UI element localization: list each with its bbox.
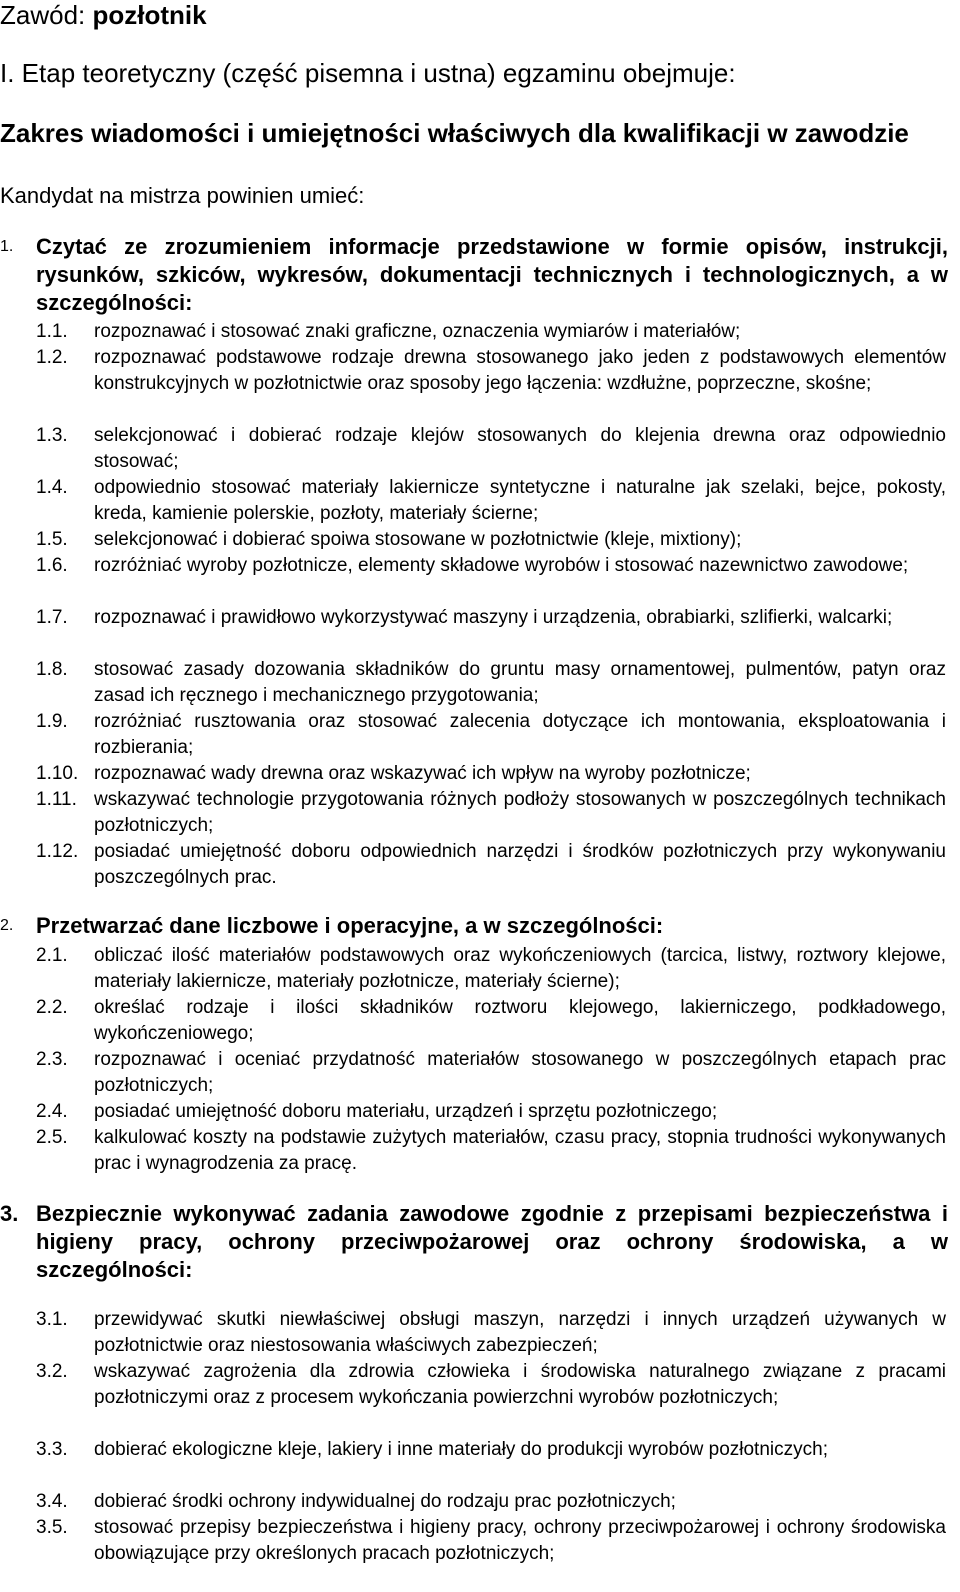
item-number: 1.7. (36, 607, 68, 628)
item-text: stosować zasady dozowania składników do gruntu masy ornamentowej, pulmentów, patyn oraz zasad ich ręcznego i mechanicznego przygotowania; (94, 659, 946, 706)
item-number: 1.10. (36, 763, 79, 784)
section-number: 3. (0, 1201, 19, 1226)
item-number: 1.12. (36, 841, 79, 862)
item-number: 3.1. (36, 1309, 68, 1330)
item-number: 1.5. (36, 529, 68, 550)
item-number: 2.1. (36, 945, 68, 966)
occupation-value: pozłotnik (92, 0, 207, 30)
item-number: 1.11. (36, 789, 77, 810)
item-text: rozpoznawać i prawidłowo wykorzystywać maszyny i urządzenia, obrabiarki, szlifierki, walcarki; (94, 607, 893, 628)
section-number: 2. (0, 917, 14, 934)
item-text: rozróżniać wyroby pozłotnicze, elementy składowe wyrobów i stosować nazewnictwo zawodowe; (94, 555, 909, 576)
item-text: stosować przepisy bezpieczeństwa i higieny pracy, ochrony przeciwpożarowej i ochrony środowiska obowiązujące przy określonych pracach pozłotniczych; (94, 1517, 946, 1564)
section-title: Czytać ze zrozumieniem informacje przedstawione w formie opisów, instrukcji, rysunków, szkiców, wykresów, dokumentacji technicznych i technologicznych, a w szczególności: (36, 234, 948, 315)
item-text: posiadać umiejętność doboru odpowiednich narzędzi i środków pozłotniczych przy wykonywaniu poszczególnych prac. (94, 841, 946, 888)
item-number: 1.3. (36, 425, 68, 446)
item-number: 1.2. (36, 347, 68, 368)
section-title: Bezpiecznie wykonywać zadania zawodowe zgodnie z przepisami bezpieczeństwa i higieny pracy, ochrony przeciwpożarowej oraz ochrony środowiska, a w szczególności: (36, 1201, 948, 1282)
item-text: dobierać ekologiczne kleje, lakiery i inne materiały do produkcji wyrobów pozłotniczych; (94, 1439, 828, 1460)
item-number: 3.2. (36, 1361, 68, 1382)
item-text: rozróżniać rusztowania oraz stosować zalecenia dotyczące ich montowania, eksploatowania i rozbierania; (94, 711, 946, 758)
section-title: Przetwarzać dane liczbowe i operacyjne, a w szczególności: (36, 913, 664, 938)
item-number: 3.5. (36, 1517, 68, 1538)
scope-heading: Zakres wiadomości i umiejętności właściwych dla kwalifikacji w zawodzie (0, 118, 909, 148)
item-text: dobierać środki ochrony indywidualnej do rodzaju prac pozłotniczych; (94, 1491, 676, 1512)
item-number: 1.1. (36, 321, 68, 342)
item-text: wskazywać technologie przygotowania różnych podłoży stosowanych w poszczególnych technikach pozłotniczych; (94, 789, 946, 836)
item-number: 2.5. (36, 1127, 68, 1148)
item-number: 3.4. (36, 1491, 68, 1512)
item-text: przewidywać skutki niewłaściwej obsługi maszyn, narzędzi i innych urządzeń używanych w pozłotnictwie oraz niestosowania właściwych zabezpieczeń; (94, 1309, 946, 1356)
item-text: selekcjonować i dobierać spoiwa stosowane w pozłotnictwie (kleje, mixtiony); (94, 529, 742, 550)
section-number: 1. (0, 238, 14, 255)
item-number: 1.8. (36, 659, 68, 680)
item-number: 2.4. (36, 1101, 68, 1122)
item-number: 1.9. (36, 711, 68, 732)
item-text: rozpoznawać wady drewna oraz wskazywać ich wpływ na wyroby pozłotnicze; (94, 763, 751, 784)
item-text: wskazywać zagrożenia dla zdrowia człowieka i środowiska naturalnego związane z pracami pozłotniczymi oraz z procesem wykończania powierzchni wyrobów pozłotniczych; (94, 1361, 946, 1408)
item-number: 1.6. (36, 555, 68, 576)
item-text: rozpoznawać i stosować znaki graficzne, oznaczenia wymiarów i materiałów; (94, 321, 741, 342)
stage-heading: I. Etap teoretyczny (część pisemna i ustna) egzaminu obejmuje: (0, 58, 736, 88)
item-text: odpowiednio stosować materiały lakiernicze syntetyczne i naturalne jak szelaki, bejce, pokosty, kreda, kamienie polerskie, pozłoty, materiały ścierne; (94, 477, 946, 524)
item-number: 1.4. (36, 477, 68, 498)
item-number: 2.3. (36, 1049, 68, 1070)
item-text: kalkulować koszty na podstawie zużytych materiałów, czasu pracy, stopnia trudności wykonywanych prac i wynagrodzenia za pracę. (94, 1127, 946, 1174)
item-text: rozpoznawać podstawowe rodzaje drewna stosowanego jako jeden z podstawowych elementów konstrukcyjnych w pozłotnictwie oraz sposoby jego łączenia: wzdłużne, poprzeczne, skośne; (94, 347, 946, 394)
item-text: posiadać umiejętność doboru materiału, urządzeń i sprzętu pozłotniczego; (94, 1101, 718, 1122)
item-number: 2.2. (36, 997, 68, 1018)
candidate-intro: Kandydat na mistrza powinien umieć: (0, 183, 365, 208)
occupation-line (0, 0, 207, 30)
item-text: obliczać ilość materiałów podstawowych oraz wykończeniowych (tarcica, listwy, roztwory klejowe, materiały lakiernicze, materiały pozłotnicze, materiały ścierne); (94, 945, 946, 992)
item-text: rozpoznawać i oceniać przydatność materiałów stosowanego w poszczególnych etapach prac pozłotniczych; (94, 1049, 946, 1096)
item-text: selekcjonować i dobierać rodzaje klejów stosowanych do klejenia drewna oraz odpowiednio stosować; (94, 425, 946, 472)
occupation-label: Zawód: (0, 0, 93, 30)
item-number: 3.3. (36, 1439, 68, 1460)
item-text: określać rodzaje i ilości składników roztworu klejowego, lakierniczego, podkładowego, wykończeniowego; (94, 997, 946, 1044)
